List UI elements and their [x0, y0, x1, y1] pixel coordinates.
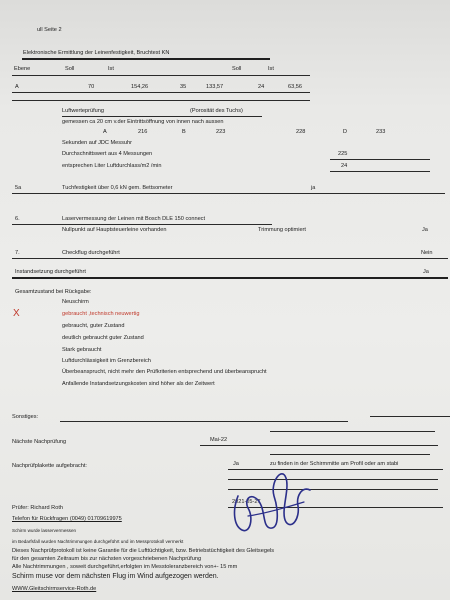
table-cell: 63,56 — [288, 84, 302, 90]
table-cell: 35 — [180, 84, 187, 90]
section-6-sub: Nullpunkt auf Hauptsteuerleine vorhanden — [62, 227, 167, 233]
porosity-note: (Porosität des Tuchs) — [190, 108, 243, 114]
section-7-text: Checkflug durchgeführt — [62, 250, 120, 256]
section-5a-text: Tuchfestigkeit über 0,6 kN gem. Bettsometer — [62, 185, 173, 191]
table-row-rule — [12, 92, 310, 93]
section-6-rule — [12, 224, 272, 225]
condition-option: Anfallende Instandsetzungskosten sind höher als der Zeitwert — [62, 381, 215, 387]
porosity-point-label: A — [103, 129, 107, 135]
table-cell: 70 — [88, 84, 95, 90]
repair-rule — [12, 277, 448, 279]
condition-option: Neuschirm — [62, 299, 89, 305]
porosity-flow-value: 24 — [341, 163, 348, 169]
section-5a-value: ja — [311, 185, 316, 191]
porosity-measure-note: gemessen ca 20 cm v.der Eintrittsöffnung von innen nach aussen — [62, 119, 224, 125]
section-7-number: 7. — [15, 250, 20, 256]
disclaimer-line: Alle Nachtrimmungen , soweit durchgeführt,erfolgten im Messtoleranzbereich von+- 15 mm — [12, 564, 238, 570]
porosity-point-value: 223 — [216, 129, 226, 135]
porosity-point-value: 216 — [138, 129, 148, 135]
porosity-point-label: D — [343, 129, 348, 135]
next-inspection-value: Mai-22 — [210, 437, 228, 443]
small-note: Schirm wurde lasservermessen — [12, 528, 77, 533]
next-inspection-rule — [200, 445, 438, 446]
section-6-sub2: Trimmung optimiert — [258, 227, 306, 233]
table-header-soll: Soll — [65, 66, 75, 72]
sonstiges-label: Sonstiges: — [12, 414, 39, 420]
condition-option: Luftdurchlässigkeit im Grenzbereich — [62, 358, 151, 364]
disclaimer-line: Dieses Nachprüfprotokoll ist keine Garantie für die Lufttüchtigkeit, bzw. Betriebstüchtigkeit des Gleitsegels — [12, 548, 275, 554]
table-header-ebene: Ebene — [14, 66, 31, 72]
porosity-title: Luftwerteprüfung — [62, 108, 104, 114]
signature — [228, 456, 318, 538]
table-bottom-rule — [12, 100, 310, 101]
sticker-note: zu finden in der Schirmmitte am Profil oder am stabi — [270, 461, 399, 467]
website-link[interactable]: WWW.Gleitschirmservice-Roth.de — [12, 586, 97, 592]
section-7-rule — [12, 258, 448, 259]
condition-option-selected: gebraucht ,technisch neuwertig — [62, 311, 140, 317]
table-header-soll-2: Soll — [232, 66, 242, 72]
porosity-rule — [62, 116, 262, 117]
table-header-rule — [12, 75, 310, 76]
condition-option: gebraucht, guter Zustand — [62, 323, 125, 329]
sonstiges-rule-2 — [270, 431, 435, 432]
condition-option: deutlich gebraucht guter Zustand — [62, 335, 144, 341]
title-underline — [22, 58, 270, 60]
porosity-point-label: B — [182, 129, 186, 135]
disclaimer-line: für den gesamten Zeitraum bis zur nächsten vorgeschriebenen Nachprüfung — [12, 556, 202, 562]
signature-date: 2021-05-27 — [232, 499, 261, 505]
table-cell: 133,57 — [206, 84, 224, 90]
average-rule — [330, 159, 430, 160]
section-5a-number: 5a — [15, 185, 22, 191]
table-cell: 154,26 — [131, 84, 149, 90]
table-cell: 24 — [258, 84, 265, 90]
condition-checkmark: X — [13, 308, 20, 319]
porosity-average-value: 225 — [338, 151, 348, 157]
table-header-ist-2: Ist — [268, 66, 274, 72]
condition-label: Gesamtzustand bei Rückgabe: — [15, 289, 92, 295]
table-header-ist: Ist — [108, 66, 114, 72]
wind-warning: Schirm muse vor dem nächsten Flug im Wind aufgezogen werden. — [12, 573, 219, 580]
porosity-average-label: Durchschnittswert aus 4 Messungen — [62, 151, 153, 157]
tester-name: Prüfer: Richard Roth — [12, 505, 63, 511]
repair-value: Ja — [423, 269, 429, 275]
sticker-label: Nachprüfplakette aufgebracht: — [12, 463, 87, 469]
section-5a-rule — [12, 193, 445, 194]
repair-label: Instandsetzung durchgeführt — [15, 269, 86, 275]
condition-option: Überbeansprucht, nicht mehr den Prüfkriterien entsprechend und überbeansprucht — [62, 369, 267, 375]
page-label: ull Seite 2 — [37, 27, 62, 33]
document-title: Elektronische Ermittlung der Leinenfestigkeit, Bruchtest KN — [23, 50, 170, 56]
sticker-value: Ja — [233, 461, 239, 467]
table-row-label: A — [15, 84, 19, 90]
porosity-flow-label: entsprechen Liter Luftdurchlass/m2 /min — [62, 163, 162, 169]
section-6-value: Ja — [422, 227, 428, 233]
flow-rule — [330, 171, 430, 172]
next-inspection-rule-2 — [270, 454, 430, 455]
section-6-number: 6. — [15, 216, 20, 222]
phone: Telefon für Rückfragen (0049) 01709619975 — [12, 516, 122, 522]
sonstiges-rule-right — [370, 416, 450, 417]
porosity-point-value: 233 — [376, 129, 386, 135]
next-inspection-label: Nächste Nachprüfung — [12, 439, 67, 445]
porosity-unit: Sekunden auf JDC Messuhr — [62, 140, 132, 146]
small-note: im Bedarfsfall wurden Nachtrimmungen durchgeführt und im Messprotokoll vermerkt — [12, 539, 184, 544]
section-6-text: Laservermessung der Leinen mit Bosch DLE 150 connect — [62, 216, 206, 222]
section-7-value: Nein — [421, 250, 433, 256]
sonstiges-rule — [60, 421, 348, 422]
porosity-point-value: 228 — [296, 129, 306, 135]
condition-option: Stark gebraucht — [62, 347, 102, 353]
